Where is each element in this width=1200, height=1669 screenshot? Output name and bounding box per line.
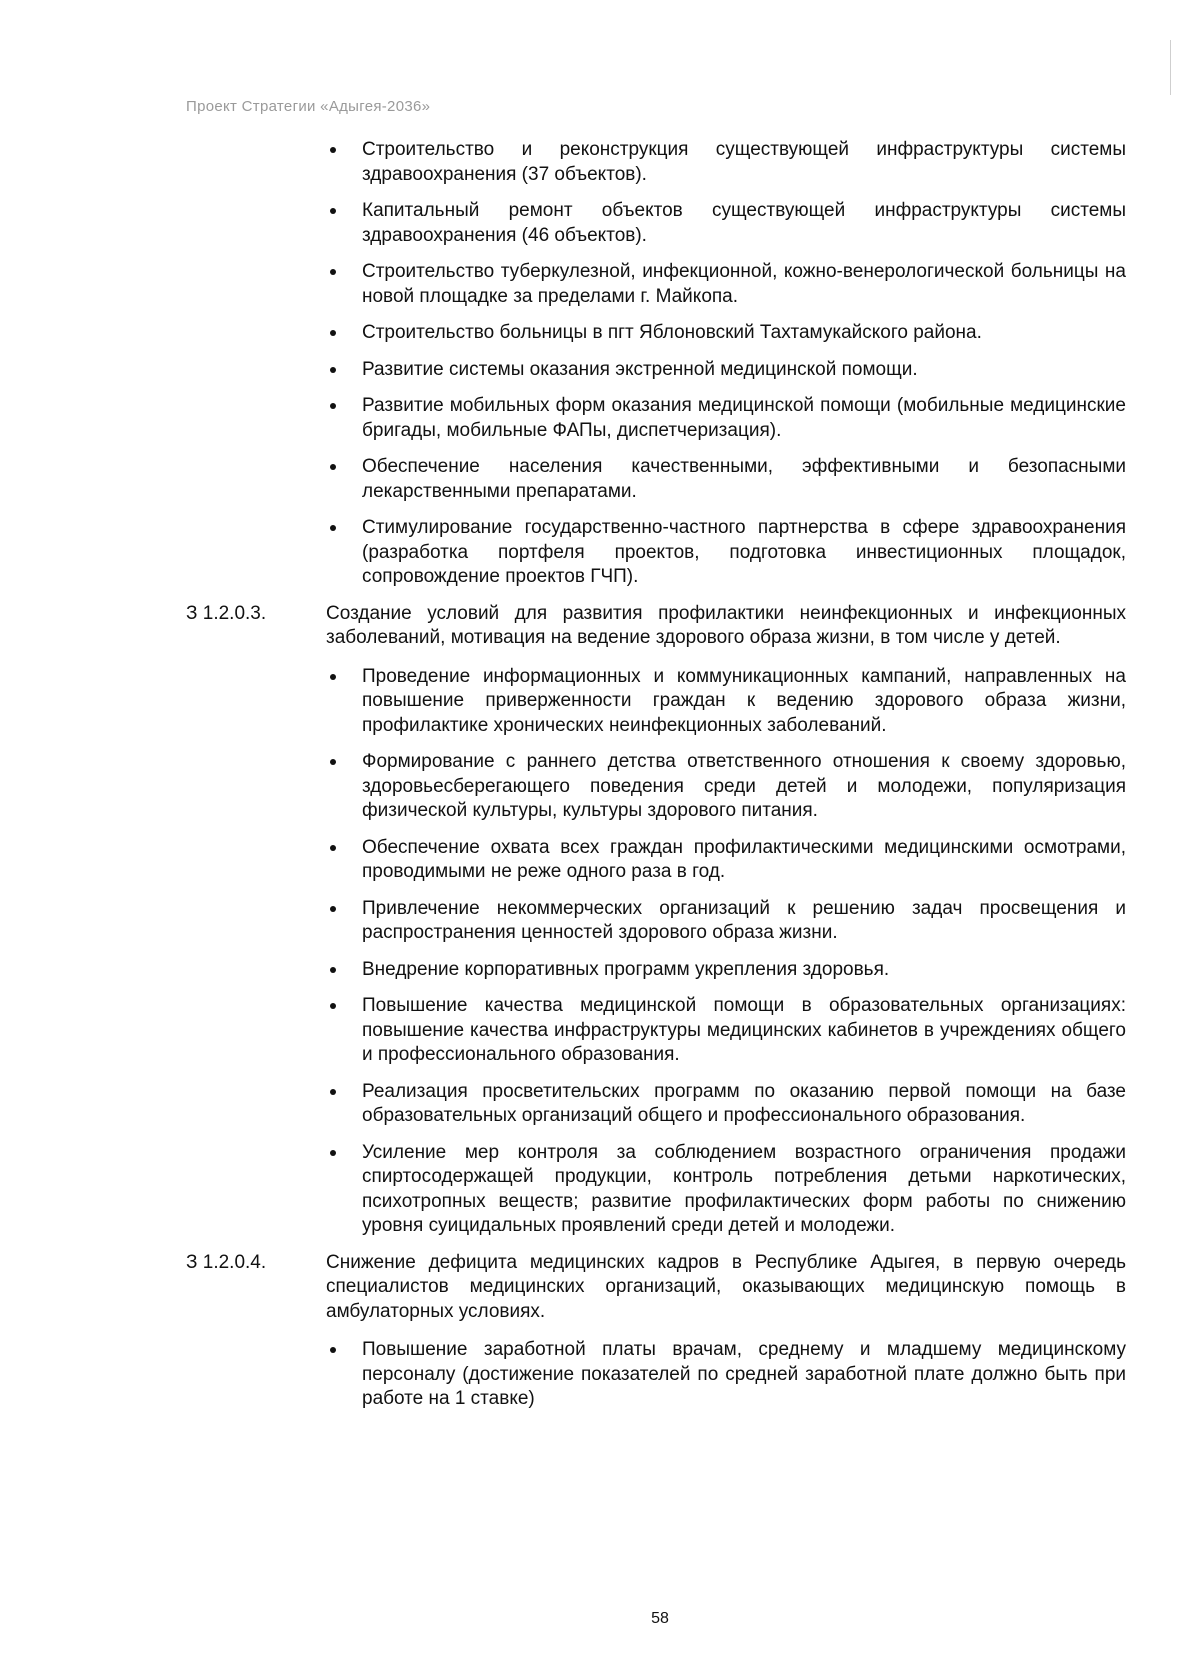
bullet-icon (330, 759, 336, 765)
list-item: Формирование с раннего детства ответственного отношения к своему здоровью, здоровьесберегающего поведения среди детей и молодежи, популяризация физической культуры, культуры здорового питания. (326, 750, 1126, 824)
list-item: Развитие системы оказания экстренной медицинской помощи. (326, 358, 1126, 383)
bullet-icon (330, 147, 336, 153)
bullet-icon (330, 525, 336, 531)
bullet-icon (330, 1150, 336, 1156)
bullet-icon (330, 208, 336, 214)
bullet-icon (330, 269, 336, 275)
section-text: Создание условий для развития профилактики неинфекционных и инфекционных заболеваний, мотивация на ведение здорового образа жизни, в том числе у детей. (326, 602, 1126, 648)
list-item: Стимулирование государственно-частного партнерства в сфере здравоохранения (разработка портфеля проектов, подготовка инвестиционных площадок, сопровождение проектов ГЧП). (326, 516, 1126, 590)
section-number: З 1.2.0.3. (186, 602, 267, 624)
list-item: Строительство больницы в пгт Яблоновский Тахтамукайского района. (326, 321, 1126, 346)
bullet-icon (330, 330, 336, 336)
bullet-list-staffing (186, 1338, 1126, 1412)
list-item: Привлечение некоммерческих организаций к решению задач просвещения и распространения ценностей здорового образа жизни. (326, 897, 1126, 946)
bullet-icon (330, 967, 336, 973)
list-item: Строительство туберкулезной, инфекционной, кожно-венерологической больницы на новой площадке за пределами г. Майкопа. (326, 260, 1126, 309)
list-item: Капитальный ремонт объектов существующей инфраструктуры системы здравоохранения (46 объектов). (326, 199, 1126, 248)
list-item: Обеспечение населения качественными, эффективными и безопасными лекарственными препаратами. (326, 455, 1126, 504)
bullet-icon (330, 1347, 336, 1353)
page-number: 58 (651, 1610, 669, 1627)
list-item: Повышение заработной платы врачам, среднему и младшему медицинскому персоналу (достижение показателей по средней заработной плате должно быть при работе на 1 ставке) (326, 1338, 1126, 1412)
bullet-icon (330, 845, 336, 851)
list-item: Обеспечение охвата всех граждан профилактическими медицинскими осмотрами, проводимыми не реже одного раза в год. (326, 836, 1126, 885)
list-item: Развитие мобильных форм оказания медицинской помощи (мобильные медицинские бригады, мобильные ФАПы, диспетчеризация). (326, 394, 1126, 443)
bullet-icon (330, 403, 336, 409)
list-item: Реализация просветительских программ по оказанию первой помощи на базе образовательных организаций общего и профессионального образования. (326, 1080, 1126, 1129)
list-item: Строительство и реконструкция существующей инфраструктуры системы здравоохранения (37 объектов). (326, 138, 1126, 187)
scan-edge-mark (1170, 40, 1171, 95)
bullet-icon (330, 1089, 336, 1095)
section-heading-1-2-0-3 (186, 602, 1126, 651)
bullet-icon (330, 367, 336, 373)
bullet-icon (330, 1003, 336, 1009)
bullet-icon (330, 674, 336, 680)
bullet-icon (330, 906, 336, 912)
list-item: Повышение качества медицинской помощи в образовательных организациях: повышение качества инфраструктуры медицинских кабинетов в учреждениях общего и профессионального образования. (326, 994, 1126, 1068)
bullet-list-infrastructure (186, 138, 1126, 590)
list-item: Внедрение корпоративных программ укрепления здоровья. (326, 958, 1126, 983)
running-header: Проект Стратегии «Адыгея-2036» (186, 98, 431, 115)
section-number: З 1.2.0.4. (186, 1251, 267, 1273)
section-heading-1-2-0-4 (186, 1251, 1126, 1325)
bullet-icon (330, 464, 336, 470)
list-item: Проведение информационных и коммуникационных кампаний, направленных на повышение приверженности граждан к ведению здорового образа жизни, профилактике хронических неинфекционных заболеваний. (326, 665, 1126, 739)
bullet-list-prevention (186, 665, 1126, 1239)
list-item: Усиление мер контроля за соблюдением возрастного ограничения продажи спиртосодержащей продукции, контроль потребления детьми наркотических, психотропных веществ; развитие профилактических форм работы по снижению уровня суицидальных проявлений среди детей и молодежи. (326, 1141, 1126, 1239)
document-body (186, 138, 1126, 1424)
section-text: Снижение дефицита медицинских кадров в Республике Адыгея, в первую очередь специалистов медицинских организаций, оказывающих медицинскую помощь в амбулаторных условиях. (326, 1251, 1126, 1322)
